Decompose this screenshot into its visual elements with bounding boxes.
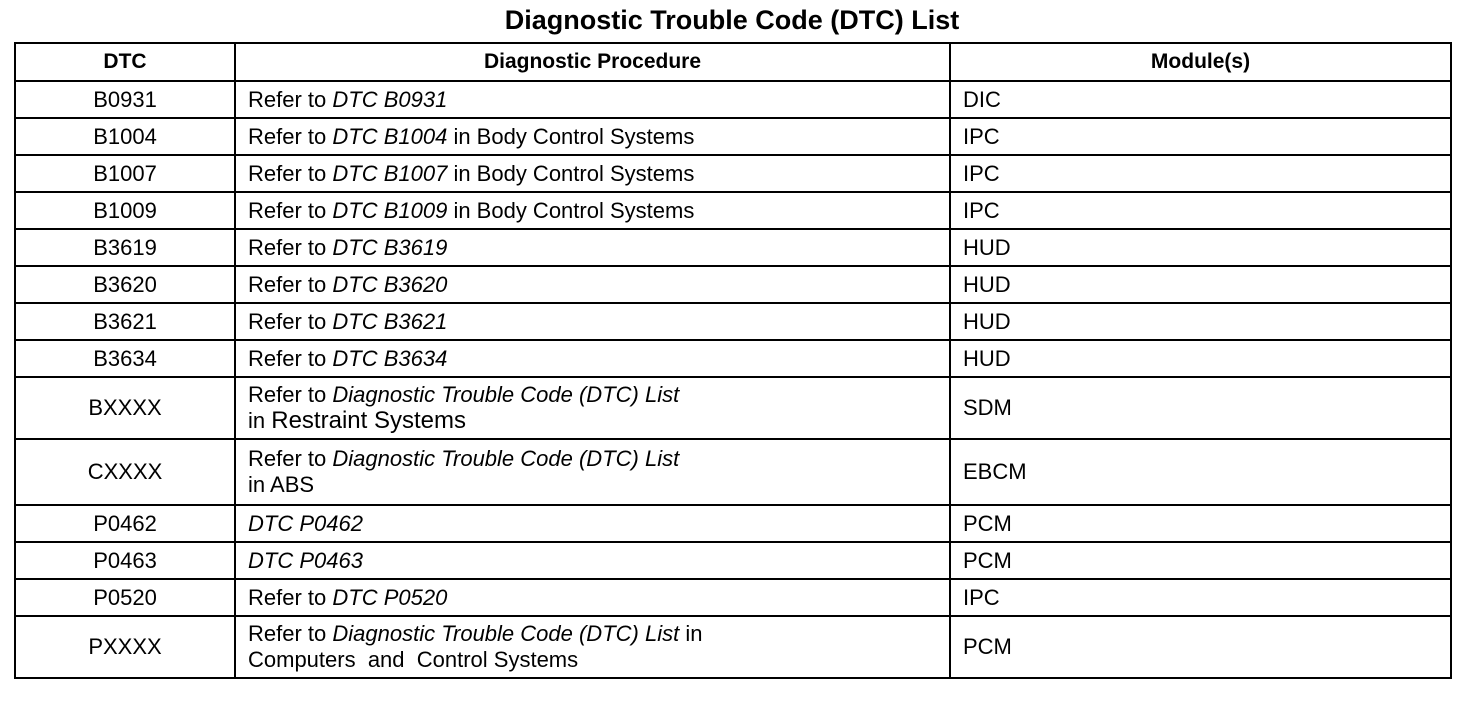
diagnostic-procedure bbox=[235, 439, 950, 505]
module-cell: HUD bbox=[950, 303, 1451, 340]
procedure-reference: DTC P0463 bbox=[248, 547, 363, 573]
diagnostic-procedure bbox=[235, 377, 950, 439]
procedure-text-line2-prefix: in bbox=[248, 472, 271, 497]
module-cell: IPC bbox=[950, 118, 1451, 155]
procedure-reference: DTC B1007 bbox=[332, 160, 448, 186]
procedure-text-line2: Computers and Control Systems bbox=[248, 647, 579, 672]
procedure-text: Refer to bbox=[248, 234, 333, 260]
procedure-text: Refer to bbox=[248, 271, 333, 297]
procedure-reference: DTC P0520 bbox=[332, 584, 448, 610]
module-cell: HUD bbox=[950, 340, 1451, 377]
table-row bbox=[15, 81, 1451, 118]
module-cell: IPC bbox=[950, 579, 1451, 616]
procedure-text: Refer to bbox=[248, 308, 333, 334]
table-row bbox=[15, 439, 1451, 505]
procedure-reference: DTC B3620 bbox=[332, 271, 448, 297]
dtc-code: B1007 bbox=[15, 155, 235, 192]
procedure-reference: DTC B1009 bbox=[332, 197, 448, 223]
table-row bbox=[15, 303, 1451, 340]
procedure-text: Refer to bbox=[248, 345, 333, 371]
dtc-code: BXXXX bbox=[15, 377, 235, 439]
procedure-text-suffix: in Body Control Systems bbox=[447, 160, 695, 186]
dtc-code: B1009 bbox=[15, 192, 235, 229]
table-row bbox=[15, 118, 1451, 155]
procedure-text-suffix: in Body Control Systems bbox=[447, 197, 695, 223]
procedure-text: Refer to bbox=[248, 86, 333, 112]
dtc-code: P0463 bbox=[15, 542, 235, 579]
procedure-reference: DTC B3634 bbox=[332, 345, 448, 371]
procedure-reference: DTC B3621 bbox=[332, 308, 448, 334]
dtc-code: CXXXX bbox=[15, 439, 235, 505]
dtc-table bbox=[14, 42, 1452, 679]
module-cell: HUD bbox=[950, 229, 1451, 266]
procedure-reference: DTC B0931 bbox=[332, 86, 448, 112]
dtc-code: PXXXX bbox=[15, 616, 235, 678]
module-cell: HUD bbox=[950, 266, 1451, 303]
dtc-code: B1004 bbox=[15, 118, 235, 155]
diagnostic-procedure bbox=[235, 303, 950, 340]
diagnostic-procedure bbox=[235, 266, 950, 303]
table-row bbox=[15, 616, 1451, 678]
table-row bbox=[15, 340, 1451, 377]
procedure-text: Refer to bbox=[248, 123, 333, 149]
procedure-text: Refer to bbox=[248, 621, 333, 646]
diagnostic-procedure bbox=[235, 155, 950, 192]
procedure-reference: DTC P0462 bbox=[248, 510, 363, 536]
table-row bbox=[15, 229, 1451, 266]
procedure-text: Refer to bbox=[248, 197, 333, 223]
procedure-reference: DTC B1004 bbox=[332, 123, 448, 149]
page-title: Diagnostic Trouble Code (DTC) List bbox=[504, 5, 960, 35]
module-cell: SDM bbox=[950, 377, 1451, 439]
module-cell: PCM bbox=[950, 616, 1451, 678]
table-header-row bbox=[15, 43, 1451, 81]
procedure-text: Refer to bbox=[248, 584, 333, 610]
table-row bbox=[15, 266, 1451, 303]
diagnostic-procedure bbox=[235, 340, 950, 377]
module-cell: IPC bbox=[950, 192, 1451, 229]
dtc-code: B3634 bbox=[15, 340, 235, 377]
diagnostic-procedure bbox=[235, 118, 950, 155]
procedure-reference: DTC B3619 bbox=[332, 234, 448, 260]
dtc-code: B3619 bbox=[15, 229, 235, 266]
diagnostic-procedure bbox=[235, 192, 950, 229]
column-header-procedure: Diagnostic Procedure bbox=[235, 43, 950, 81]
table-row bbox=[15, 542, 1451, 579]
table-row bbox=[15, 505, 1451, 542]
table-row bbox=[15, 377, 1451, 439]
table-row bbox=[15, 155, 1451, 192]
diagnostic-procedure bbox=[235, 505, 950, 542]
module-cell: DIC bbox=[950, 81, 1451, 118]
module-cell: PCM bbox=[950, 542, 1451, 579]
column-header-modules: Module(s) bbox=[950, 43, 1451, 81]
dtc-code: P0462 bbox=[15, 505, 235, 542]
diagnostic-procedure bbox=[235, 542, 950, 579]
table-row bbox=[15, 192, 1451, 229]
procedure-text: Refer to bbox=[248, 446, 333, 471]
procedure-text-suffix: in bbox=[679, 621, 703, 646]
procedure-reference: Diagnostic Trouble Code (DTC) List bbox=[332, 446, 680, 471]
diagnostic-procedure bbox=[235, 579, 950, 616]
procedure-text-line2: ABS bbox=[270, 472, 315, 497]
dtc-code: B3621 bbox=[15, 303, 235, 340]
dtc-code: B3620 bbox=[15, 266, 235, 303]
module-cell: EBCM bbox=[950, 439, 1451, 505]
module-cell: IPC bbox=[950, 155, 1451, 192]
procedure-text: Refer to bbox=[248, 160, 333, 186]
dtc-code: B0931 bbox=[15, 81, 235, 118]
column-header-dtc: DTC bbox=[15, 43, 235, 81]
procedure-text-line2-prefix: in bbox=[248, 408, 272, 433]
diagnostic-procedure bbox=[235, 81, 950, 118]
dtc-code: P0520 bbox=[15, 579, 235, 616]
diagnostic-procedure bbox=[235, 229, 950, 266]
module-cell: PCM bbox=[950, 505, 1451, 542]
table-row bbox=[15, 579, 1451, 616]
procedure-reference: Diagnostic Trouble Code (DTC) List bbox=[332, 382, 680, 407]
procedure-reference: Diagnostic Trouble Code (DTC) List bbox=[332, 621, 680, 646]
procedure-text: Refer to bbox=[248, 382, 333, 407]
procedure-text-line2: Restraint Systems bbox=[271, 407, 466, 434]
diagnostic-procedure bbox=[235, 616, 950, 678]
procedure-text-suffix: in Body Control Systems bbox=[447, 123, 695, 149]
